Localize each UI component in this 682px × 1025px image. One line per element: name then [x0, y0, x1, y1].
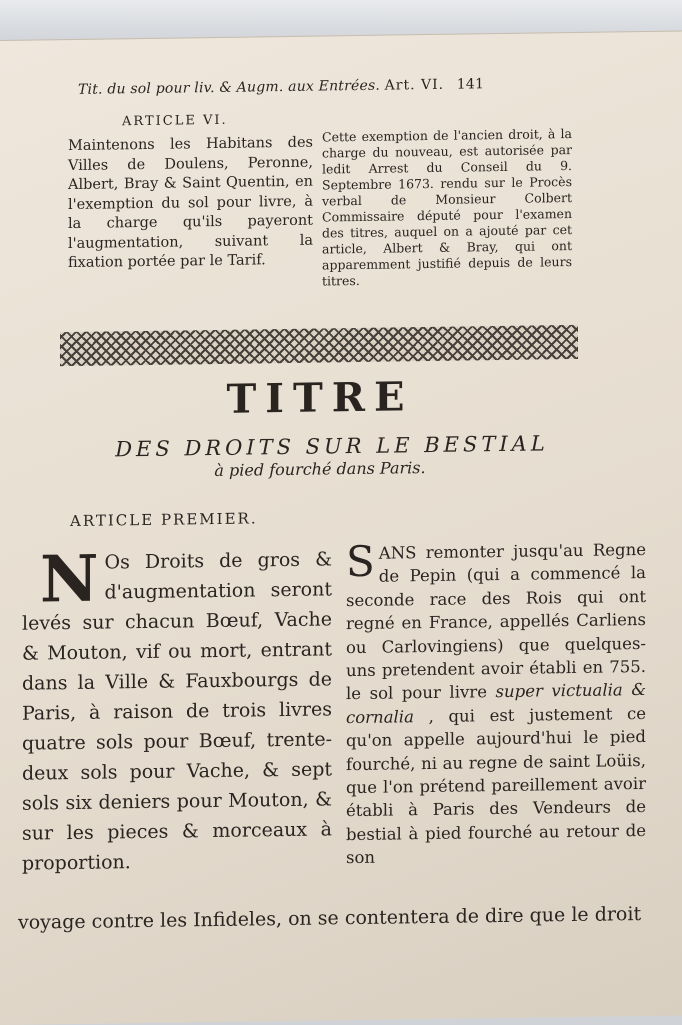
ornamental-band — [60, 325, 578, 366]
article-six-commentary: Cette exemption de l'ancien droit, à la charge du nouveau, est autorisée par ledit Arrest du Conseil du 9. Septembre 1673. rendu sur le Procès verbal de Monsieur Colbert Commissaire député pour l'examen des titres, auquel on a ajouté par cet article, Albert & Bray, qui ont apparemment justifié depuis de leurs titres. — [322, 126, 572, 289]
bottom-full-line: voyage contre les Infideles, on se contentera de dire que le droit — [18, 903, 642, 934]
article-premier-commentary — [346, 538, 646, 870]
page-number: 141 — [456, 76, 485, 93]
running-head-title: Tit. du sol pour liv. & Augm. aux Entrées. — [78, 77, 381, 98]
titre-subtitle: DES DROITS SUR LE BESTIAL — [115, 431, 549, 462]
titre-subtitle-line2: à pied fourché dans Paris. — [214, 458, 426, 481]
titre-heading: TITRE — [226, 373, 414, 423]
commentary-latin-phrase: super victualia & cornalia — [346, 680, 647, 728]
article-premier-body: Os Droits de gros & d'augmentation seront levés sur chacun Bœuf, Vache & Mouton, vif ou mort, entrant dans la Ville & Fauxbourgs de Paris, à raison de trois livres quatre sols pour Bœuf, trente-deux sols pour Vache, & sept sols six deniers pour Mouton, & sur les pieces & morceaux à proportion. — [22, 548, 332, 875]
article-premier-text — [22, 541, 332, 878]
book-page — [0, 30, 682, 1025]
article-premier-heading: ARTICLE PREMIER. — [70, 509, 258, 531]
commentary-part1: ANS remonter jusqu'au Regne de Pepin (qui a commencé la seconde race des Rois qui ont regné en France, appellés Carliens ou Carlovingiens) que quelques-uns pretendent avoir établi en 755. le sol pour livre — [346, 539, 646, 704]
running-head-article: Art. VI. — [384, 76, 445, 94]
drop-cap-s: S — [346, 536, 375, 587]
article-six-heading: ARTICLE VI. — [122, 112, 228, 130]
commentary-part2: , qui est justement ce qu'on appelle aujourd'hui le pied fourché, ni au regne de saint Loüis, que l'on prétend pareillement avoir établi à Paris des Vendeurs de bestial à pied fourché au retour de son — [346, 703, 646, 868]
drop-cap-n: N — [40, 541, 99, 618]
article-six-text: Maintenons les Habitans des Villes de Doulens, Peronne, Albert, Bray & Saint Quentin, en l'exemption du sol pour livre, à la charge qu'ils payeront l'augmentation, suivant la fixation portée par le Tarif. — [68, 134, 313, 272]
running-head — [78, 75, 558, 98]
